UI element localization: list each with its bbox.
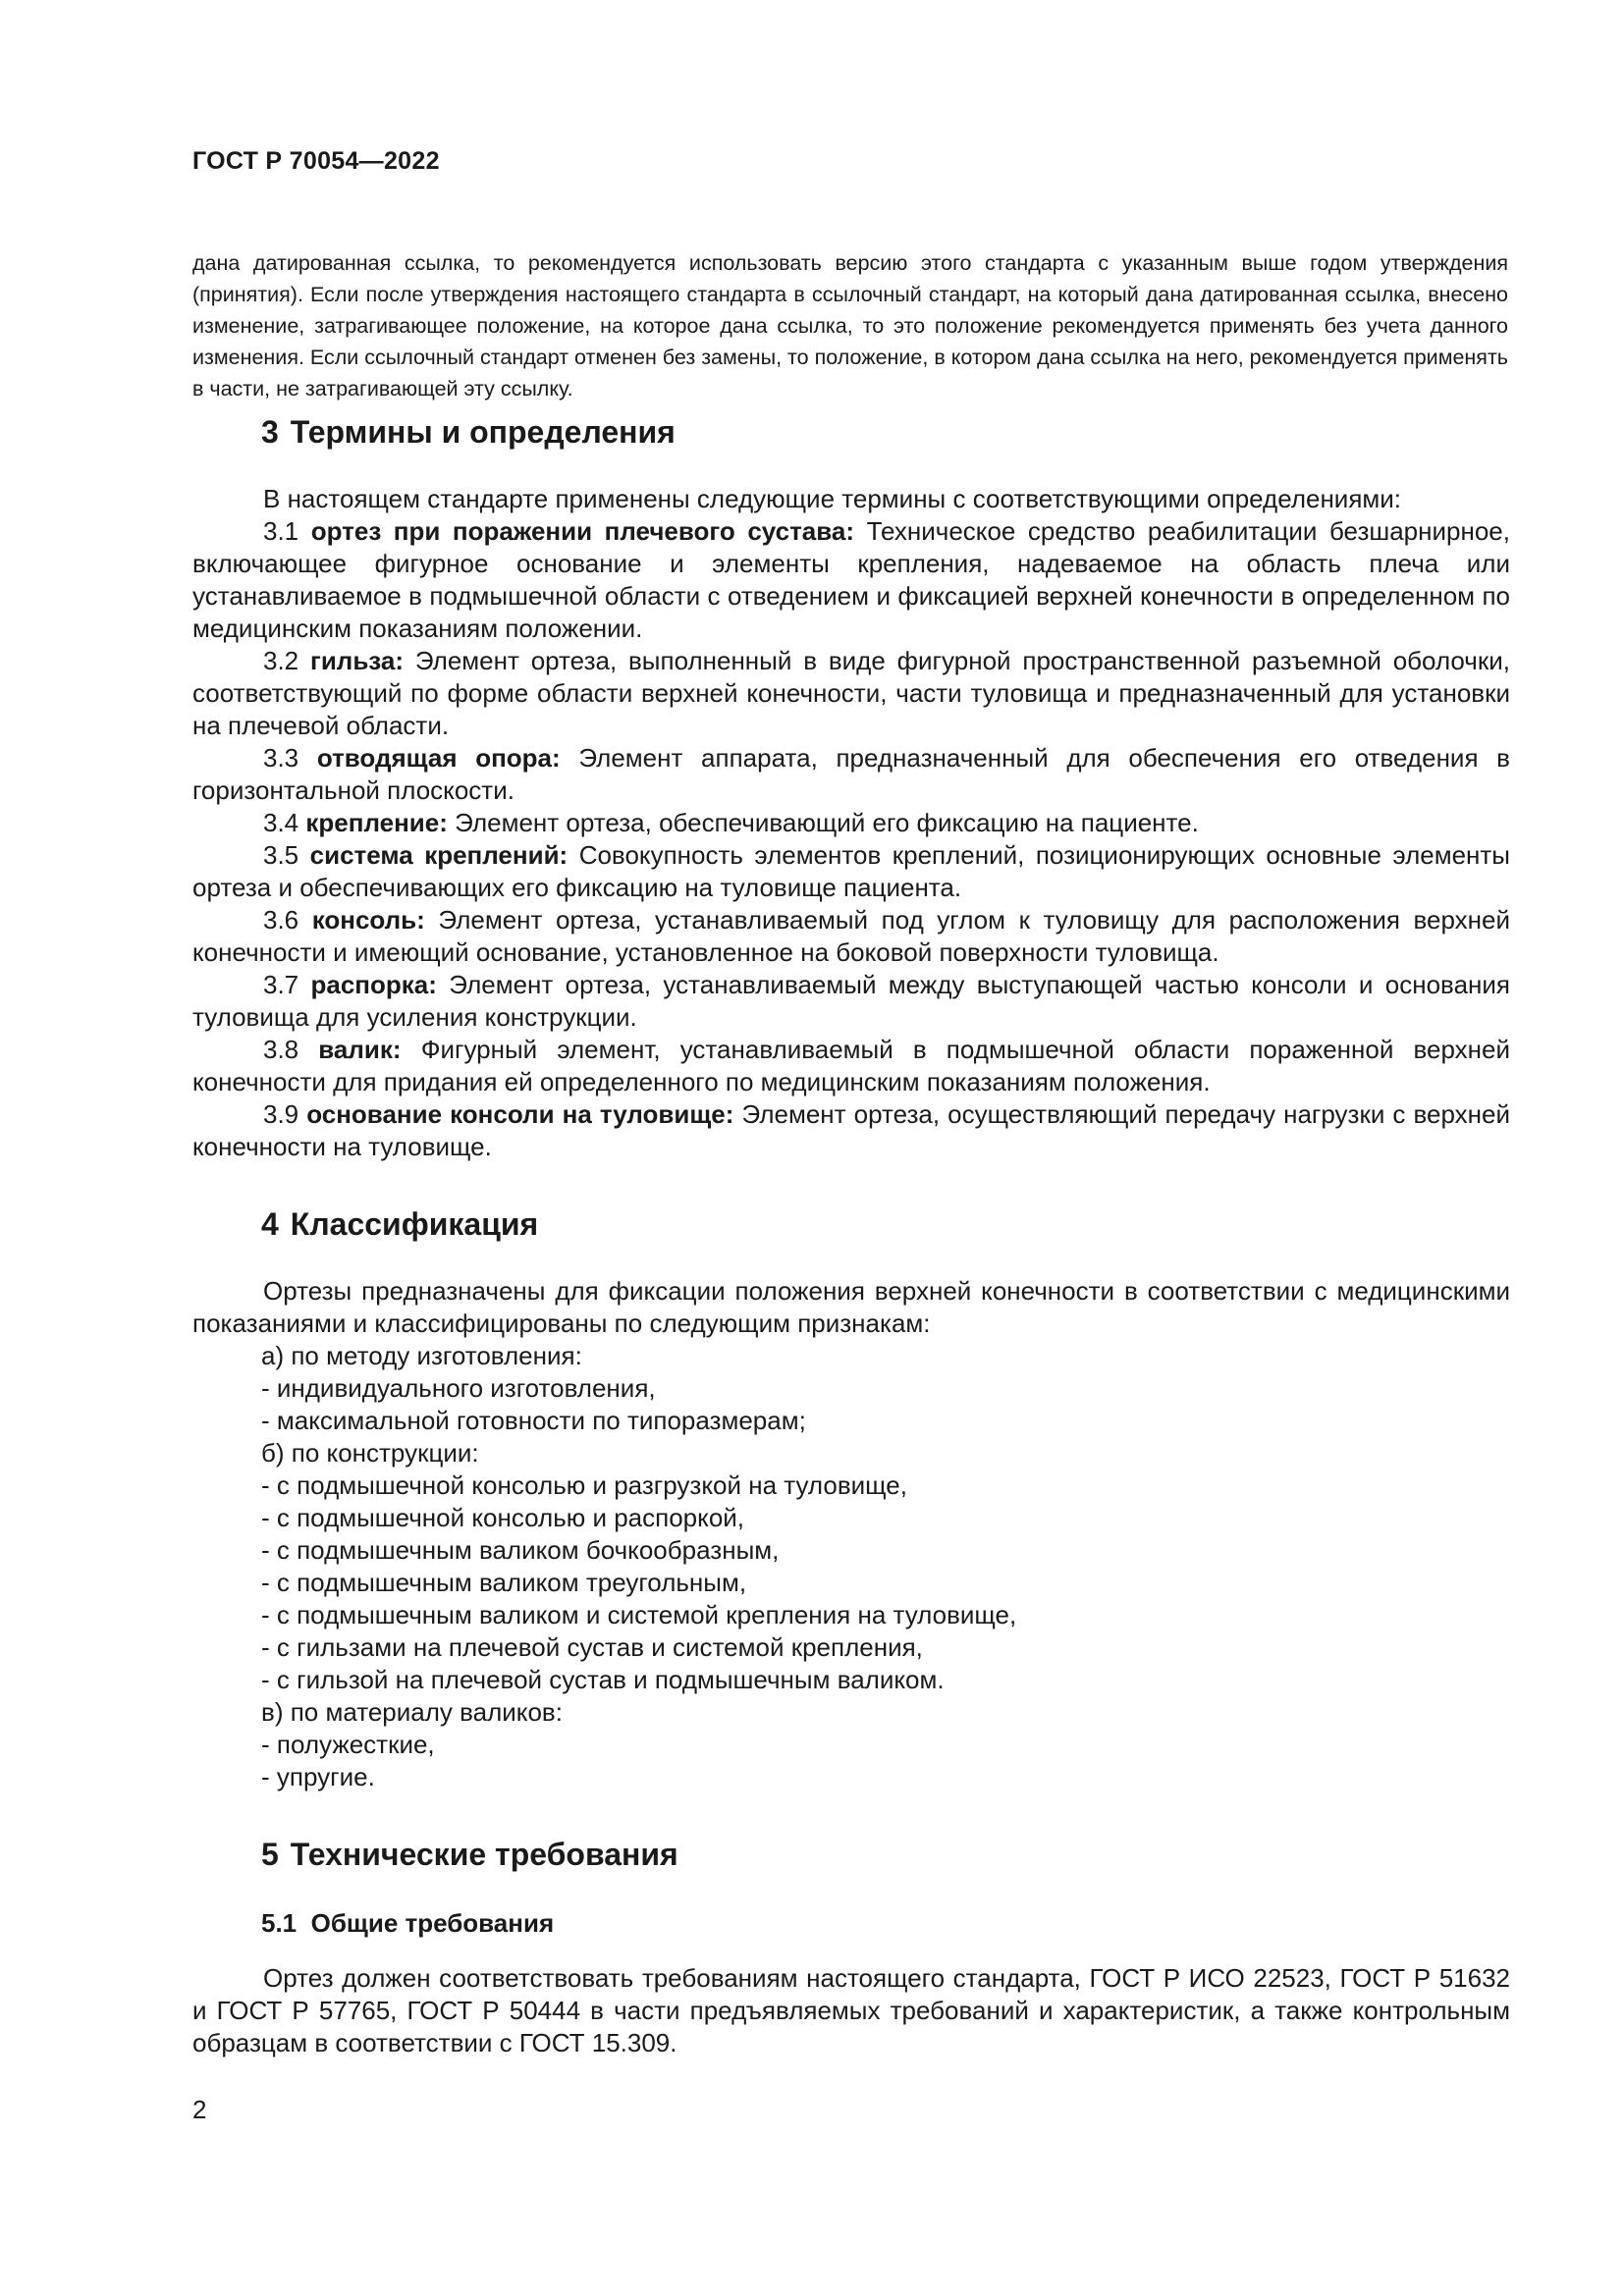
list-item: - с подмышечной консолью и распоркой,	[261, 1503, 745, 1532]
term-definition: 3.6 консоль: Элемент ортеза, устанавливаемый под углом к туловищу для расположения верхней конечности и имеющий основание, установленное на боковой поверхности туловища.	[192, 905, 1510, 967]
term-definition: 3.3 отводящая опора: Элемент аппарата, предназначенный для обеспечения его отведения в горизонтальной плоскости.	[192, 743, 1510, 805]
list-item: - с гильзами на плечевой сустав и системой крепления,	[261, 1632, 923, 1662]
term-name: отводящая опора:	[316, 743, 561, 773]
list-item: - с подмышечным валиком бочкообразным,	[261, 1535, 780, 1565]
section-title-text: Термины и определения	[290, 414, 676, 450]
subsection-title-text: Общие требования	[310, 1908, 555, 1938]
term-name: гильза:	[309, 646, 404, 675]
section-3-title	[261, 410, 1510, 454]
document-header: ГОСТ Р 70054—2022	[192, 147, 440, 175]
subsection-number: 5.1	[261, 1908, 298, 1938]
list-item: - с подмышечным валиком и системой крепления на туловище,	[261, 1600, 1017, 1629]
list-item: - с подмышечной консолью и разгрузкой на туловище,	[261, 1470, 907, 1500]
page-number: 2	[192, 2095, 207, 2124]
term-definition: 3.7 распорка: Элемент ортеза, устанавливаемый между выступающей частью консоли и основания туловища для усиления конструкции.	[192, 970, 1510, 1032]
document-body	[192, 410, 1510, 2059]
subsection-5-1-title	[261, 1905, 1510, 1941]
term-definition: 3.8 валик: Фигурный элемент, устанавливаемый в подмышечной области пораженной верхней конечности для придания ей определенного по медицинским показаниям положения.	[192, 1035, 1510, 1096]
section-title-text: Классификация	[290, 1206, 539, 1242]
list-item: - упругие.	[261, 1762, 375, 1791]
list-item: - максимальной готовности по типоразмерам;	[261, 1406, 806, 1435]
term-name: консоль:	[311, 905, 425, 934]
term-definition: 3.4 крепление: Элемент ортеза, обеспечивающий его фиксацию на пациенте.	[263, 808, 1199, 837]
list-item: б) по конструкции:	[261, 1438, 479, 1468]
section-4-lead: Ортезы предназначены для фиксации положения верхней конечности в соответствии с медицинскими показаниями и классифицированы по следующим признакам:	[192, 1276, 1510, 1338]
list-item: - полужесткие,	[261, 1730, 435, 1759]
term-name: крепление:	[305, 808, 448, 837]
intro-paragraph: дана датированная ссылка, то рекомендуется использовать версию этого стандарта с указанным выше годом утверждения (принятия). Если после утверждения настоящего стандарта в ссылочный стандарт, на который дана датированная ссылка, внесено изменение, затрагивающее положение, на которое дана ссылка, то это положение рекомендуется применять без учета данного изменения. Если ссылочный стандарт отменен без замены, то положение, в котором дана ссылка на него, рекомендуется применять в части, не затрагивающей эту ссылку.	[192, 250, 1508, 400]
section-5-title	[261, 1833, 1510, 1876]
section-5-1-text: Ортез должен соответствовать требованиям настоящего стандарта, ГОСТ Р ИСО 22523, ГОСТ Р 51632 и ГОСТ Р 57765, ГОСТ Р 50444 в части предъявляемых требований и характеристик, а также контрольным образцам в соответствии с ГОСТ 15.309.	[192, 1963, 1510, 2057]
list-item: - с гильзой на плечевой сустав и подмышечным валиком.	[261, 1665, 945, 1694]
list-item: - с подмышечным валиком треугольным,	[261, 1568, 747, 1597]
section-3-lead: В настоящем стандарте применены следующие термины с соответствующими определениями:	[263, 484, 1402, 513]
section-number: 5	[261, 1837, 279, 1872]
term-name: ортез при поражении плечевого сустава:	[310, 516, 855, 546]
term-name: основание консоли на туловище:	[306, 1099, 734, 1129]
term-name: распорка:	[310, 970, 437, 999]
section-4-title	[261, 1202, 1510, 1246]
list-item: - индивидуального изготовления,	[261, 1373, 656, 1403]
section-title-text: Технические требования	[290, 1837, 678, 1872]
section-number: 3	[261, 414, 279, 450]
section-number: 4	[261, 1206, 279, 1242]
term-definition: 3.1 ортез при поражении плечевого сустава: Техническое средство реабилитации безшарнирное, включающее фигурное основание и элементы крепления, надеваемое на область плеча или устанавливаемое в подмышечной области с отведением и фиксацией верхней конечности в определенном по медицинским показаниям положении.	[192, 516, 1510, 643]
list-item: а) по методу изготовления:	[261, 1341, 582, 1370]
term-name: валик:	[318, 1035, 402, 1064]
term-definition: 3.9 основание консоли на туловище: Элемент ортеза, осуществляющий передачу нагрузки с верхней конечности на туловище.	[192, 1099, 1510, 1161]
term-definition: 3.2 гильза: Элемент ортеза, выполненный в виде фигурной пространственной разъемной оболочки, соответствующий по форме области верхней конечности, части туловища и предназначенный для установки на плечевой области.	[192, 646, 1510, 740]
term-name: система креплений:	[309, 840, 568, 870]
term-definition: 3.5 система креплений: Совокупность элементов креплений, позиционирующих основные элементы ортеза и обеспечивающих его фиксацию на туловище пациента.	[192, 840, 1510, 902]
list-item: в) по материалу валиков:	[261, 1697, 563, 1727]
